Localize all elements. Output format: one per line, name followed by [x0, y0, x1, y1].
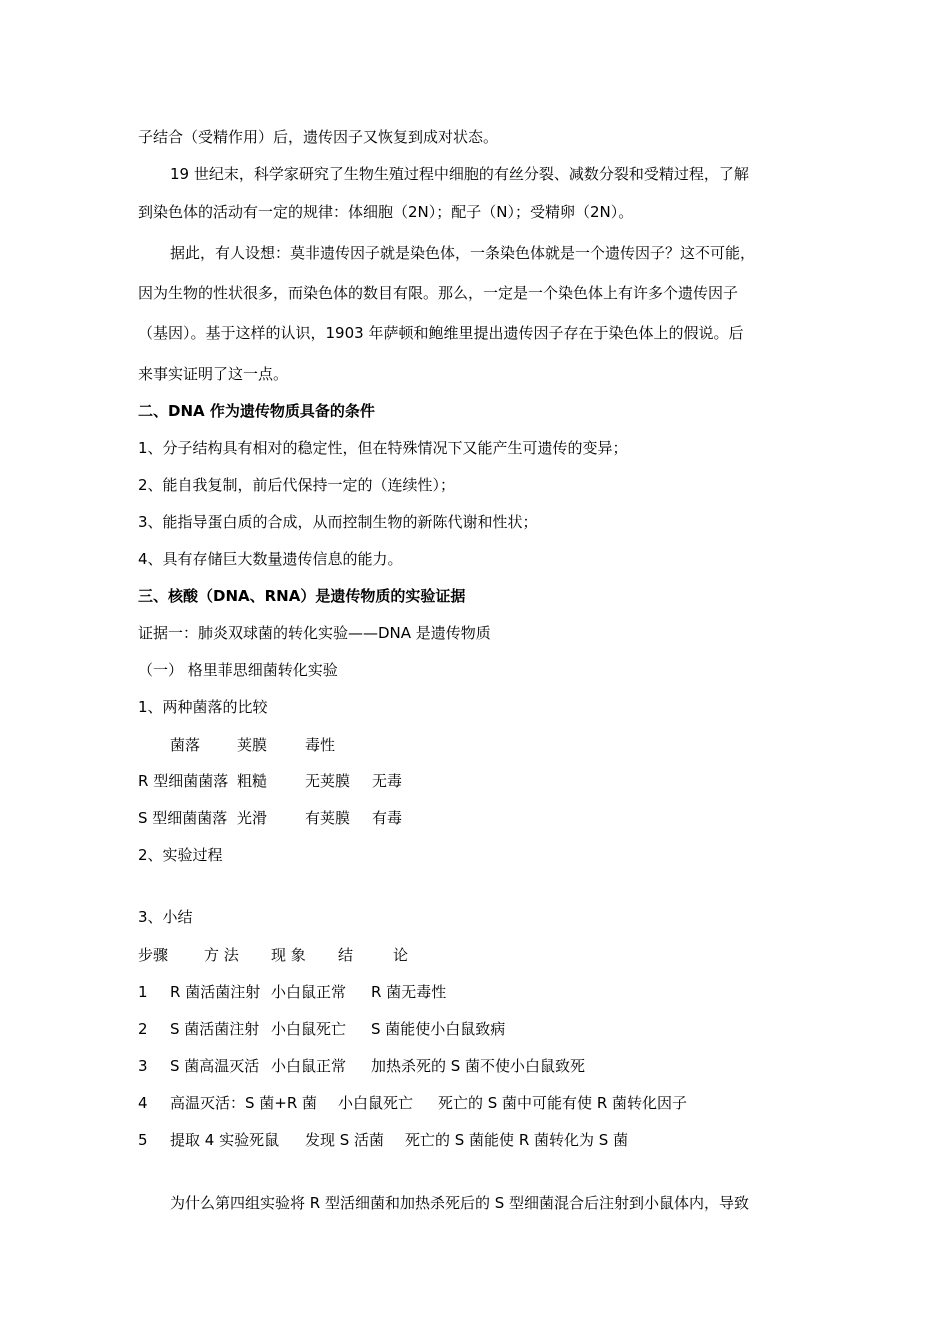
- paragraph-line: 19 世纪末，科学家研究了生物生殖过程中细胞的有丝分裂、减数分裂和受精过程，了解: [170, 165, 749, 183]
- table-cell: 死亡的 S 菌能使 R 菌转化为 S 菌: [405, 1131, 629, 1149]
- table-cell: 无毒: [372, 772, 403, 790]
- paragraph-line: 因为生物的性状很多，而染色体的数目有限。那么，一定是一个染色体上有许多个遗传因子: [138, 284, 739, 302]
- list-item: 2、能自我复制，前后代保持一定的（连续性）；: [138, 476, 456, 494]
- table-cell: 粗糙: [237, 772, 268, 790]
- table-cell: 小白鼠正常: [271, 1057, 347, 1075]
- list-item: 4、具有存储巨大数量遗传信息的能力。: [138, 550, 403, 568]
- paragraph-line: 据此，有人设想：莫非遗传因子就是染色体，一条染色体就是一个遗传因子？这不可能，: [170, 244, 756, 262]
- table-header-cell: 结: [338, 946, 354, 964]
- table-header-cell: 论: [393, 946, 409, 964]
- table-cell: 小白鼠正常: [271, 983, 347, 1001]
- section-heading: 三、核酸（DNA、RNA）是遗传物质的实验证据: [138, 587, 466, 605]
- table-header-cell: 荚膜: [237, 736, 268, 754]
- table-cell: 4: [138, 1094, 148, 1112]
- table-cell: R 菌无毒性: [371, 983, 447, 1001]
- table-cell: R 型细菌菌落: [138, 772, 229, 790]
- evidence-title: 证据一：肺炎双球菌的转化实验——DNA 是遗传物质: [138, 624, 491, 642]
- table-cell: 光滑: [237, 809, 268, 827]
- list-item: 2、实验过程: [138, 846, 223, 864]
- paragraph-line: （基因）。基于这样的认识，1903 年萨顿和鲍维里提出遗传因子存在于染色体上的假说。后: [138, 324, 744, 342]
- table-cell: S 菌高温灭活: [170, 1057, 260, 1075]
- list-item: 3、能指导蛋白质的合成，从而控制生物的新陈代谢和性状；: [138, 513, 538, 531]
- table-cell: S 菌活菌注射: [170, 1020, 260, 1038]
- table-cell: 发现 S 活菌: [305, 1131, 385, 1149]
- table-cell: S 菌能使小白鼠致病: [371, 1020, 506, 1038]
- table-cell: 有荚膜: [305, 809, 351, 827]
- table-cell: 加热杀死的 S 菌不使小白鼠致死: [371, 1057, 586, 1075]
- list-item: 1、两种菌落的比较: [138, 698, 268, 716]
- table-cell: R 菌活菌注射: [170, 983, 261, 1001]
- paragraph-line: 子结合（受精作用）后，遗传因子又恢复到成对状态。: [138, 128, 499, 146]
- paragraph-line: 来事实证明了这一点。: [138, 365, 289, 383]
- question-paragraph: 为什么第四组实验将 R 型活细菌和加热杀死后的 S 型细菌混合后注射到小鼠体内，导致: [170, 1194, 750, 1212]
- table-cell: 5: [138, 1131, 148, 1149]
- table-header-cell: 菌落: [170, 736, 201, 754]
- table-cell: 高温灭活：S 菌+R 菌: [170, 1094, 318, 1112]
- table-header-cell: 现 象: [271, 946, 306, 964]
- table-cell: 死亡的 S 菌中可能有使 R 菌转化因子: [438, 1094, 688, 1112]
- paragraph-line: 到染色体的活动有一定的规律：体细胞（2N）；配子（N）；受精卵（2N）。: [138, 203, 634, 221]
- table-cell: S 型细菌菌落: [138, 809, 228, 827]
- table-cell: 提取 4 实验死鼠: [170, 1131, 280, 1149]
- table-cell: 小白鼠死亡: [338, 1094, 414, 1112]
- table-header-cell: 毒性: [305, 736, 336, 754]
- list-item: 1、分子结构具有相对的稳定性，但在特殊情况下又能产生可遗传的变异；: [138, 439, 628, 457]
- section-heading: 二、DNA 作为遗传物质具备的条件: [138, 402, 375, 420]
- table-header-cell: 方 法: [204, 946, 239, 964]
- table-cell: 小白鼠死亡: [271, 1020, 347, 1038]
- subsection-title: （一） 格里菲思细菌转化实验: [138, 661, 338, 679]
- table-cell: 2: [138, 1020, 148, 1038]
- table-cell: 无荚膜: [305, 772, 351, 790]
- table-cell: 1: [138, 983, 148, 1001]
- list-item: 3、小结: [138, 908, 193, 926]
- table-cell: 3: [138, 1057, 148, 1075]
- table-cell: 有毒: [372, 809, 403, 827]
- table-header-cell: 步骤: [138, 946, 169, 964]
